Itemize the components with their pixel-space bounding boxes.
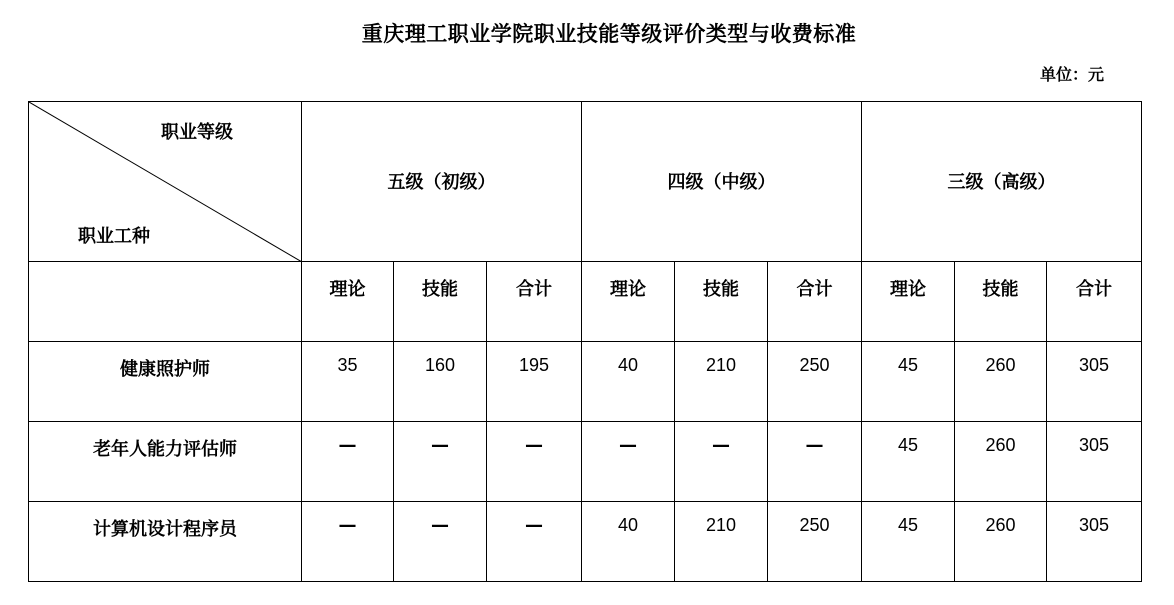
corner-header-cell [29,102,302,262]
sub-header-label: 理论 [890,279,926,300]
fee-table [28,101,1142,582]
sub-header-cell [862,262,955,342]
sub-header-label: 理论 [329,279,366,300]
fee-value: 45 [897,435,919,455]
fee-cell [302,422,394,502]
sub-header-empty [29,262,302,342]
level-header-3 [862,102,1142,262]
fee-value: — [619,435,637,456]
fee-cell [302,502,394,582]
fee-cell [1047,342,1142,422]
fee-value: — [431,435,449,456]
fee-value: 305 [1078,515,1110,535]
corner-label-level: 职业等级 [161,122,233,143]
sub-header-cell [955,262,1047,342]
fee-cell [675,342,768,422]
sub-header-cell [768,262,862,342]
fee-cell [487,502,582,582]
level-header-5-label: 五级（初级） [387,171,496,193]
fee-value: — [338,515,357,536]
sub-header-cell [487,262,582,342]
fee-value: 195 [518,355,550,375]
fee-cell [955,422,1047,502]
unit-label: 单位：元 [1040,65,1105,84]
level-header-4-label: 四级（中级） [667,171,776,193]
fee-value: 210 [705,355,737,375]
fee-cell [394,502,487,582]
fee-value: 260 [985,515,1016,535]
fee-cell [675,502,768,582]
sub-header-cell [302,262,394,342]
fee-value: — [525,515,543,536]
fee-value: 260 [985,435,1016,455]
sub-header-label: 合计 [1076,279,1112,300]
fee-value: — [805,435,824,456]
fee-cell [487,342,582,422]
fee-value: — [431,515,449,536]
trade-name-cell [29,422,302,502]
fee-value: — [712,435,730,456]
fee-value: 210 [705,515,737,535]
sub-header-label: 技能 [703,279,739,300]
sub-header-cell [394,262,487,342]
fee-value: 35 [337,355,358,375]
fee-cell [1047,422,1142,502]
level-header-row [29,102,1142,262]
sub-header-row [29,262,1142,342]
corner-label-trade: 职业工种 [78,226,150,247]
fee-cell [768,342,862,422]
sub-header-cell [1047,262,1142,342]
fee-cell [862,422,955,502]
fee-cell [862,502,955,582]
fee-value: 305 [1078,435,1110,455]
fee-value: 250 [799,515,830,535]
fee-value: 40 [617,355,639,375]
sub-header-label: 合计 [516,279,552,300]
fee-value: 260 [985,355,1016,375]
level-header-4 [582,102,862,262]
fee-value: 160 [424,355,456,375]
fee-cell [675,422,768,502]
fee-value: — [525,435,543,456]
trade-name-cell [29,342,302,422]
fee-cell [394,422,487,502]
fee-cell [487,422,582,502]
fee-value: — [338,435,357,456]
sub-header-label: 理论 [610,279,646,300]
trade-name: 健康照护师 [120,359,210,380]
fee-cell [582,342,675,422]
trade-name-cell [29,502,302,582]
fee-value: 305 [1078,355,1110,375]
sub-header-cell [582,262,675,342]
fee-value: 45 [897,515,919,535]
fee-cell [1047,502,1142,582]
fee-value: 250 [799,355,830,375]
sub-header-label: 技能 [422,279,458,300]
fee-cell [582,422,675,502]
sub-header-label: 技能 [982,279,1019,300]
fee-cell [302,342,394,422]
level-header-3-label: 三级（高级） [947,171,1056,193]
sub-header-cell [675,262,768,342]
table-row [29,342,1142,422]
trade-name: 计算机设计程序员 [93,519,237,540]
table-row [29,502,1142,582]
trade-name: 老年人能力评估师 [93,439,237,460]
page-title: 重庆理工职业学院职业技能等级评价类型与收费标准 [361,22,857,46]
fee-cell [955,342,1047,422]
fee-cell [862,342,955,422]
fee-cell [394,342,487,422]
fee-cell [768,422,862,502]
sub-header-label: 合计 [796,279,833,300]
fee-value: 45 [897,355,919,375]
table-row [29,422,1142,502]
fee-value: 40 [617,515,639,535]
fee-cell [582,502,675,582]
fee-cell [768,502,862,582]
level-header-5 [302,102,582,262]
fee-cell [955,502,1047,582]
